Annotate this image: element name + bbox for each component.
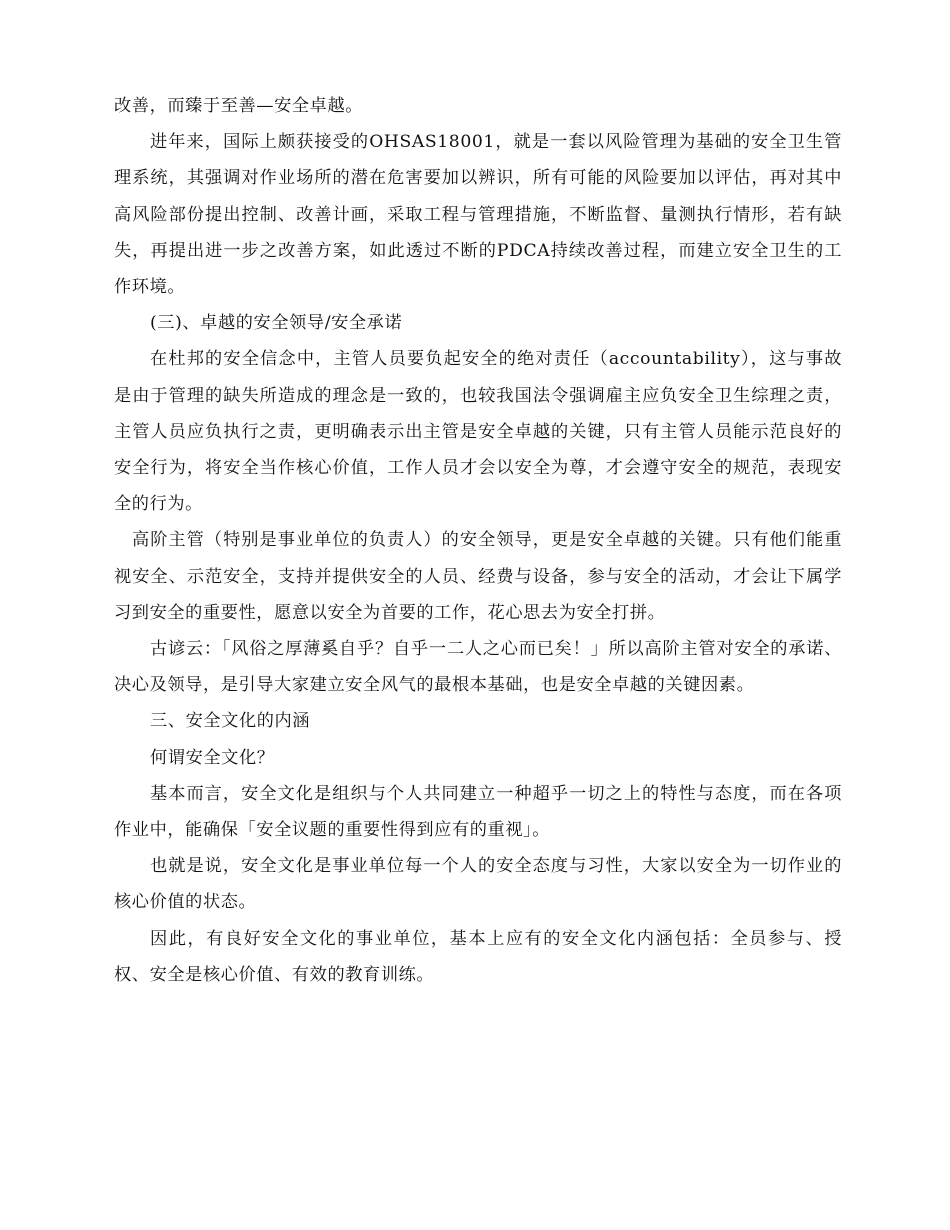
paragraph-senior-management: 高阶主管（特别是事业单位的负责人）的安全领导，更是安全卓越的关键。只有他们能重视安全、示范安全，支持并提供安全的人员、经费与设备，参与安全的活动，才会让下属学习到安全的重要性，愿意以安全为首要的工作，花心思去为安全打拼。 [114,530,842,623]
paragraph-dupont-belief: 在杜邦的安全信念中，主管人员要负起安全的绝对责任（accountability），这与事故是由于管理的缺失所造成的理念是一致的，也较我国法令强调雇主应负安全卫生综理之责，主管人员应负执行之责，更明确表示出主管是安全卓越的关键，只有主管人员能示范良好的安全行为，将安全当作核心价值，工作人员才会以安全为尊，才会遵守安全的规范，表现安全的行为。 [114,349,842,515]
paragraph-attitude-habits: 也就是说，安全文化是事业单位每一个人的安全态度与习性，大家以安全为一切作业的核心价值的状态。 [114,856,842,913]
section-heading-safety-culture: 三、安全文化的内涵 [150,711,311,732]
paragraph-culture-contents: 因此，有良好安全文化的事业单位，基本上应有的安全文化内涵包括：全员参与、授权、安全是核心价值、有效的教育训练。 [114,928,842,985]
document-body [114,88,842,993]
paragraph-proverb: 古谚云：「风俗之厚薄奚自乎？自乎一二人之心而已矣！」所以高阶主管对安全的承诺、决心及领导，是引导大家建立安全风气的最根本基础，也是安全卓越的关键因素。 [114,639,842,696]
paragraph-ohsas18001: 进年来，国际上颇获接受的OHSAS18001，就是一套以风险管理为基础的安全卫生管理系统，其强调对作业场所的潜在危害要加以辨识，所有可能的风险要加以评估，再对其中高风险部份提出控制、改善计画，采取工程与管理措施，不断监督、量测执行情形，若有缺失，再提出进一步之改善方案，如此透过不断的PDCA持续改善过程，而建立安全卫生的工作环境。 [114,132,842,298]
paragraph-basic-definition: 基本而言，安全文化是组织与个人共同建立一种超乎一切之上的特性与态度，而在各项作业中，能确保「安全议题的重要性得到应有的重视」。 [114,783,842,841]
section-heading-safety-leadership: (三)、卓越的安全领导/安全承诺 [150,313,403,334]
paragraph-continuation: 改善，而臻于至善—安全卓越。 [114,96,364,116]
subheading-what-is-safety-culture: 何谓安全文化？ [150,747,275,768]
